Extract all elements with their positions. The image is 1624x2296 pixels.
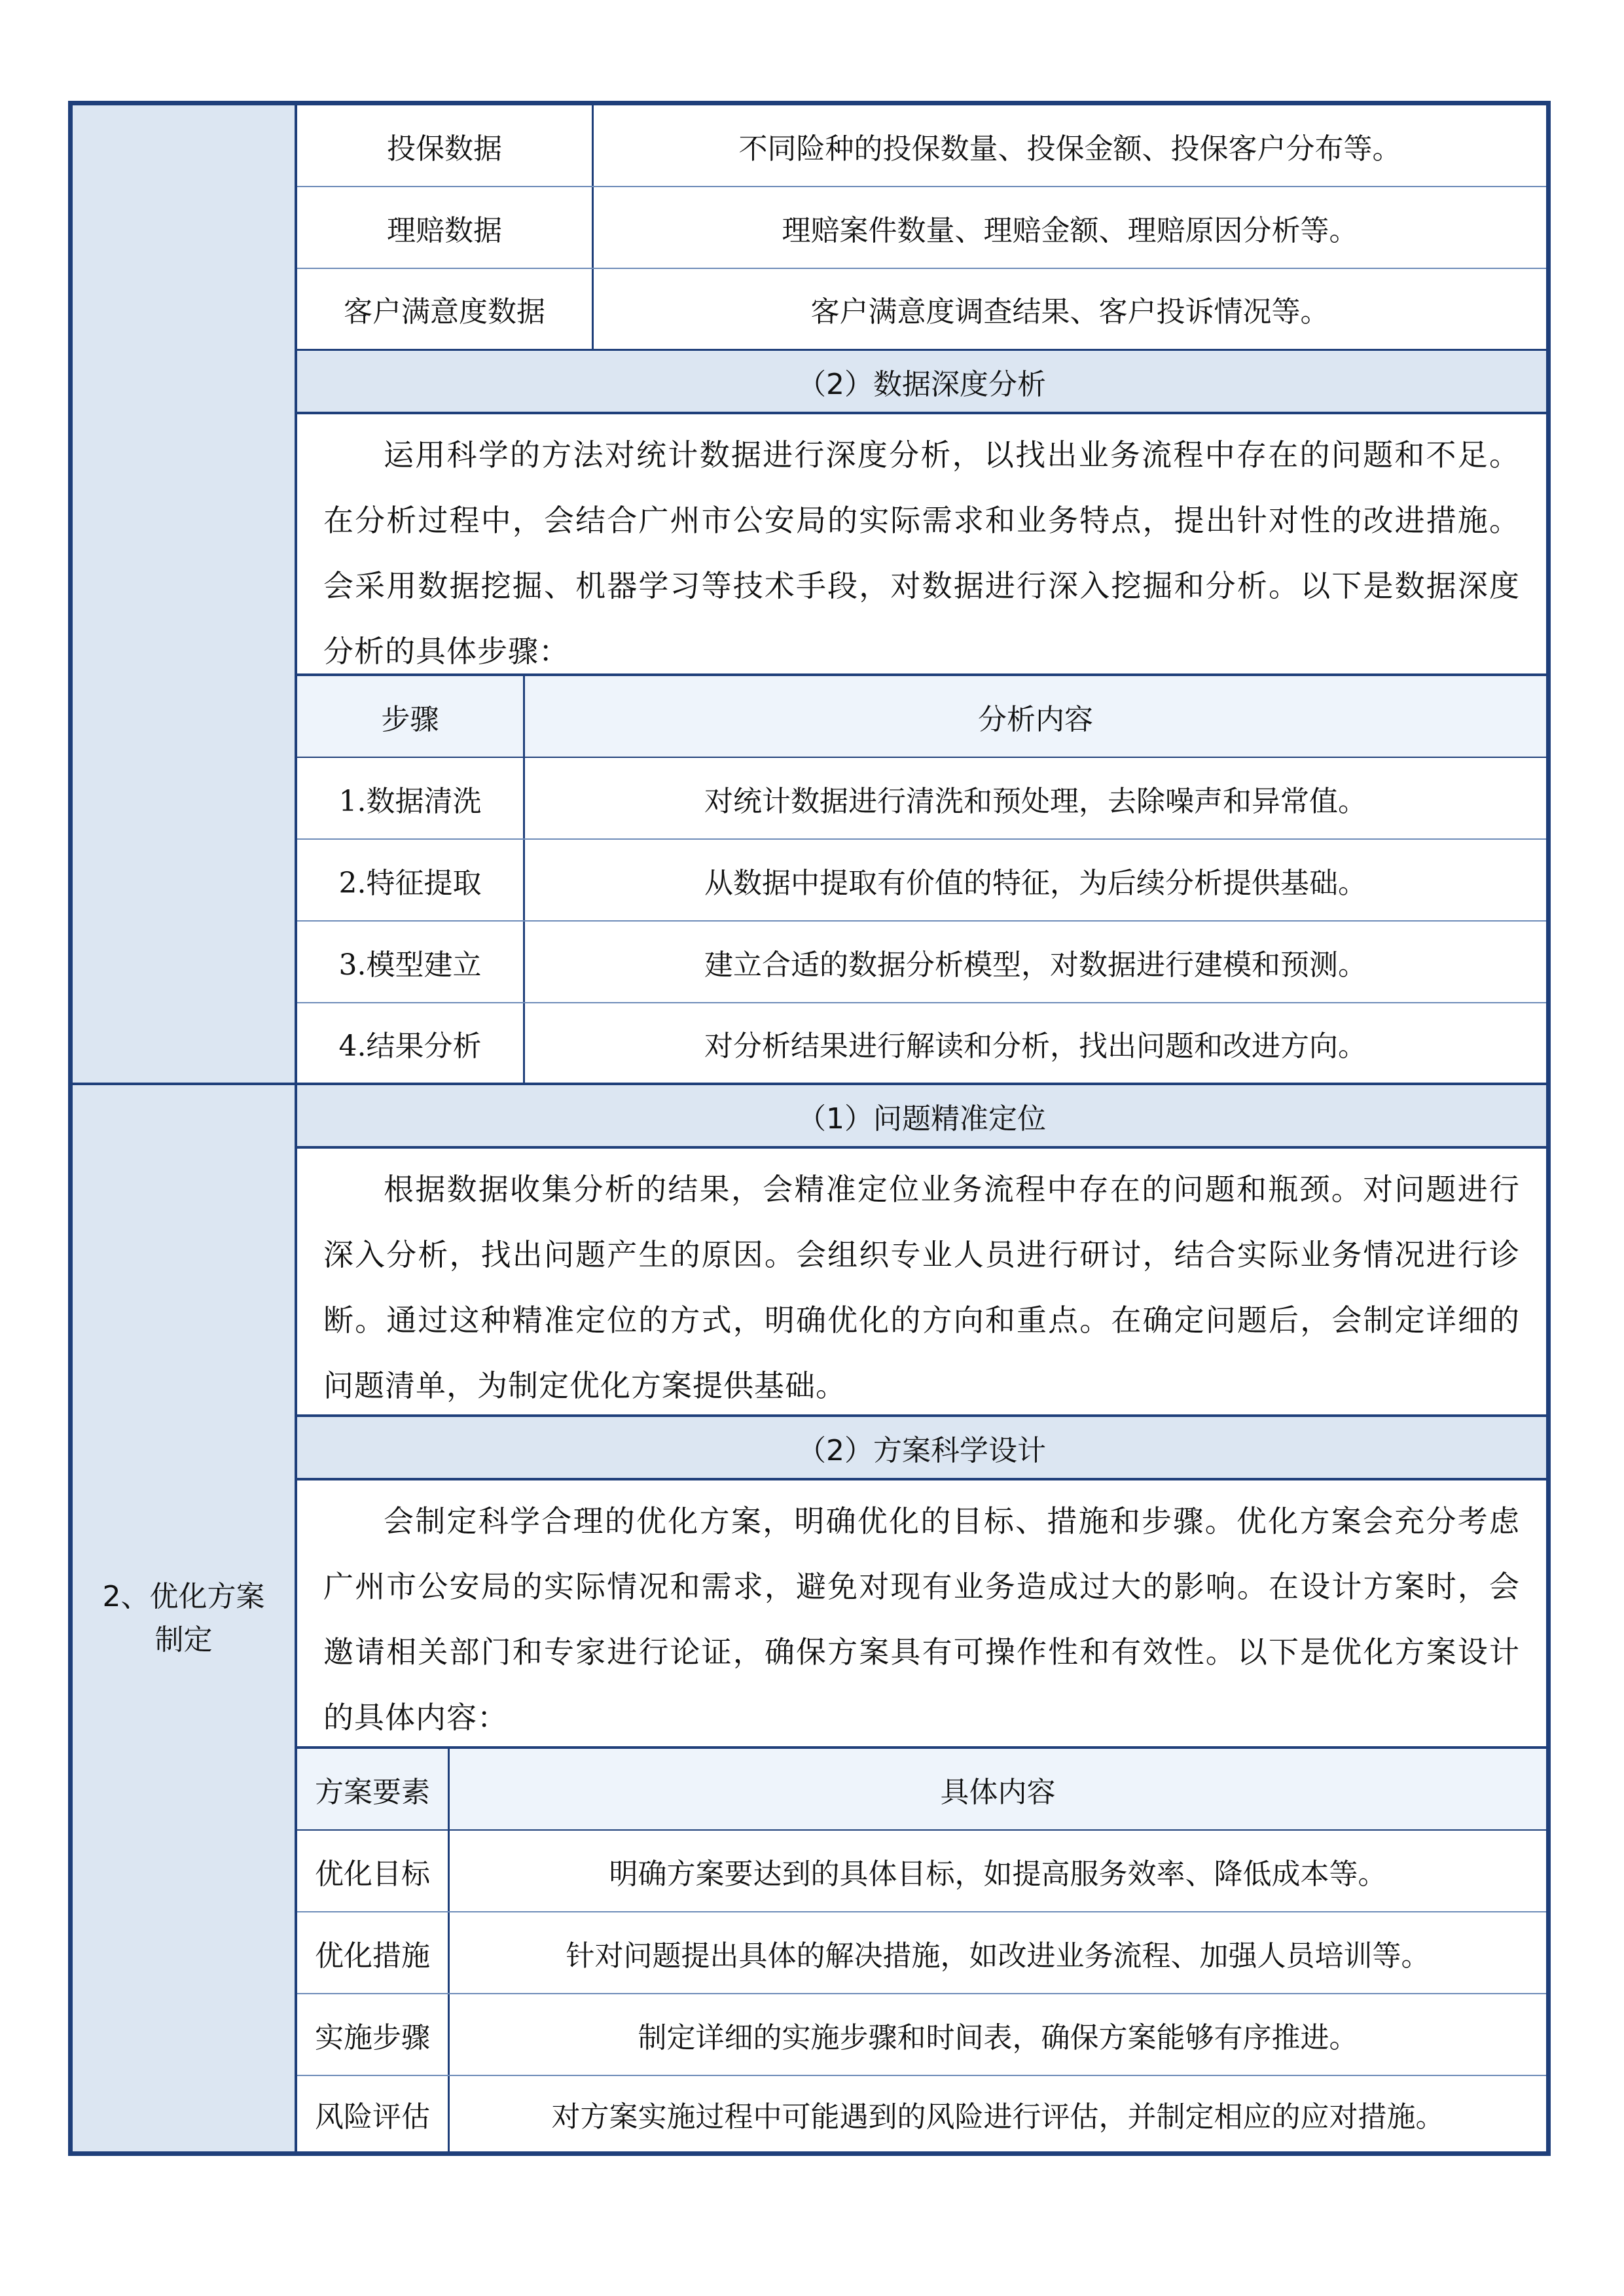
paragraph-cell [297, 1149, 1546, 1417]
paragraph-text: 运用科学的方法对统计数据进行深度分析，以找出业务流程中存在的问题和不足。在分析过程中，会结合广州市公安局的实际需求和业务特点，提出针对性的改进措施。会采用数据挖掘、机器学习等技术手段，对数据进行深入挖掘和分析。以下是数据深度分析的具体步骤： [323, 437, 1520, 669]
table-cell-content: 针对问题提出具体的解决措施，如改进业务流程、加强人员培训等。 [566, 1939, 1430, 1973]
table-row [297, 1003, 1546, 1085]
subsection-heading-text: （2）方案科学设计 [797, 1433, 1046, 1467]
table-cell-item: 客户满意度数据 [344, 295, 545, 329]
table-cell-element: 优化措施 [315, 1939, 430, 1973]
subsection-heading [297, 1085, 1546, 1149]
table-row [297, 1912, 1546, 1994]
table-cell-step: 3.模型建立 [338, 948, 482, 982]
table-header-row [297, 1749, 1546, 1831]
table-cell-content: 对分析结果进行解读和分析，找出问题和改进方向。 [704, 1029, 1367, 1063]
table-header-step: 步骤 [381, 702, 439, 736]
section-2-label-cell [73, 1085, 297, 2151]
table-cell-content: 对统计数据进行清洗和预处理，去除噪声和异常值。 [704, 784, 1367, 818]
table-row [297, 758, 1546, 840]
subsection-heading-text: （1）问题精准定位 [797, 1102, 1046, 1136]
table-row [297, 1994, 1546, 2076]
table-header-content: 分析内容 [978, 702, 1093, 736]
table-row [297, 269, 1546, 351]
table-cell-item: 投保数据 [387, 132, 502, 166]
table-cell-content: 理赔案件数量、理赔金额、理赔原因分析等。 [782, 213, 1358, 247]
paragraph-text: 根据数据收集分析的结果，会精准定位业务流程中存在的问题和瓶颈。对问题进行深入分析，找出问题产生的原因。会组织专业人员进行研讨，结合实际业务情况进行诊断。通过这种精准定位的方式，明确优化的方向和重点。在确定问题后，会制定详细的问题清单，为制定优化方案提供基础。 [323, 1172, 1520, 1403]
table-cell-content: 明确方案要达到的具体目标，如提高服务效率、降低成本等。 [609, 1857, 1387, 1891]
section-1-label-cell [73, 105, 297, 1085]
table-row [297, 922, 1546, 1003]
table-header-content: 具体内容 [940, 1775, 1056, 1809]
document-table [68, 101, 1551, 2156]
paragraph-text: 会制定科学合理的优化方案，明确优化的目标、措施和步骤。优化方案会充分考虑广州市公安局的实际情况和需求，避免对现有业务造成过大的影响。在设计方案时，会邀请相关部门和专家进行论证，确保方案具有可操作性和有效性。以下是优化方案设计的具体内容： [323, 1503, 1520, 1735]
table-cell-element: 风险评估 [315, 2100, 430, 2134]
subsection-heading-text: （2）数据深度分析 [797, 367, 1046, 401]
table-cell-content: 制定详细的实施步骤和时间表，确保方案能够有序推进。 [638, 2020, 1358, 2054]
table-cell-content: 从数据中提取有价值的特征，为后续分析提供基础。 [704, 866, 1367, 900]
table-row [297, 105, 1546, 187]
table-cell-step: 2.特征提取 [338, 866, 482, 900]
table-header-element: 方案要素 [315, 1775, 430, 1809]
table-cell-content: 建立合适的数据分析模型，对数据进行建模和预测。 [704, 948, 1367, 982]
table-cell-element: 优化目标 [315, 1857, 430, 1891]
section-2-label: 2、优化方案制定 [102, 1579, 265, 1657]
subsection-heading [297, 351, 1546, 414]
table-cell-step: 4.结果分析 [338, 1029, 482, 1063]
table-cell-content: 客户满意度调查结果、客户投诉情况等。 [810, 295, 1329, 329]
subsection-heading [297, 1417, 1546, 1480]
table-row [297, 840, 1546, 922]
table-row [297, 2076, 1546, 2151]
table-header-row [297, 676, 1546, 758]
table-cell-content: 对方案实施过程中可能遇到的风险进行评估，并制定相应的应对措施。 [551, 2100, 1445, 2134]
paragraph-cell [297, 1480, 1546, 1749]
table-row [297, 1831, 1546, 1912]
paragraph-cell [297, 414, 1546, 676]
table-cell-content: 不同险种的投保数量、投保金额、投保客户分布等。 [738, 132, 1401, 166]
table-cell-step: 1.数据清洗 [338, 784, 482, 818]
table-row [297, 187, 1546, 269]
table-cell-element: 实施步骤 [315, 2020, 430, 2054]
table-cell-item: 理赔数据 [387, 213, 502, 247]
